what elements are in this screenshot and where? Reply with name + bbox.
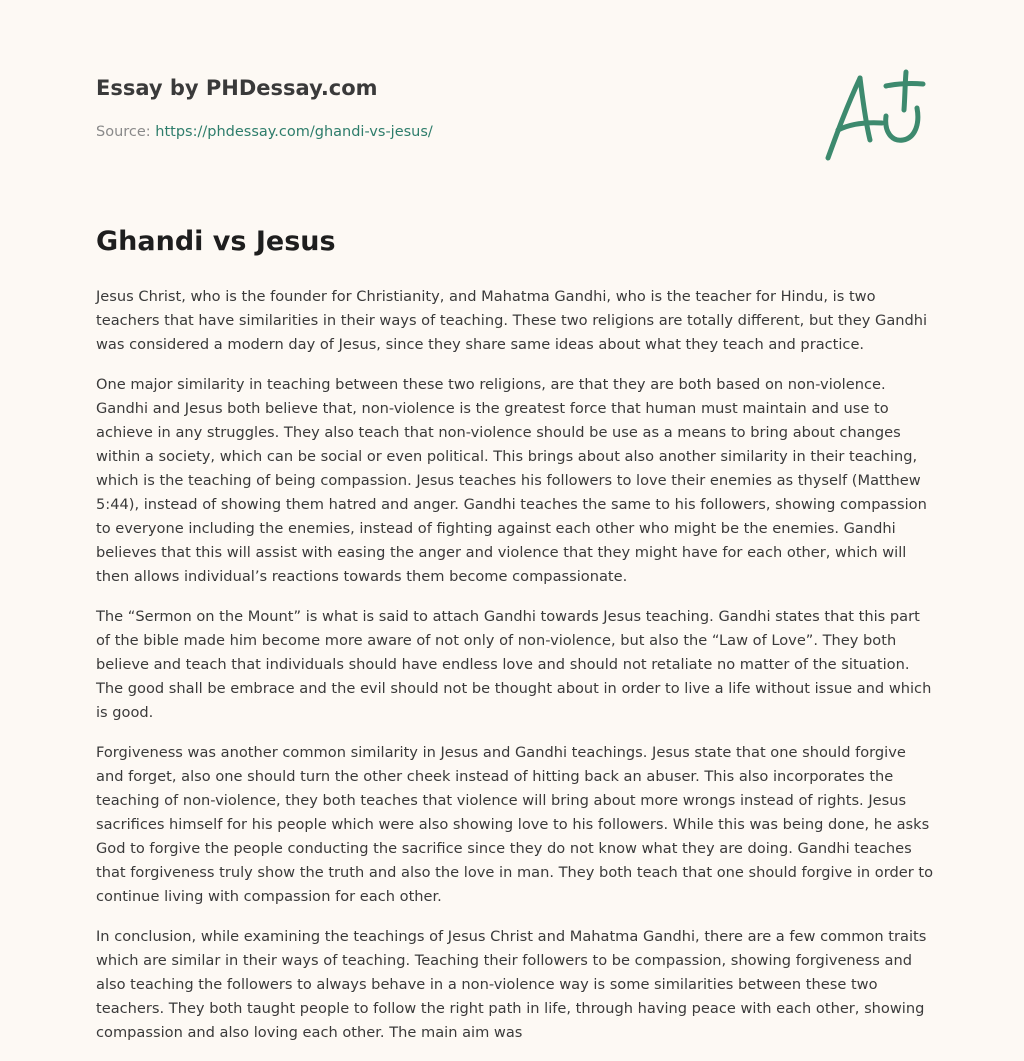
a-plus-logo-icon [820,66,930,166]
essay-paragraph: Forgiveness was another common similarity in Jesus and Gandhi teachings. Jesus state that one should forgive and forget, also one should turn the other cheek instead of hitting back an abuser. This also incorporates the teaching of non-violence, they both teaches that violence will bring about more wrongs instead of rights. Jesus sacrifices himself for his people which were also showing love to his followers. While this was being done, he asks God to forgive the people conducting the sacrifice since they do not know what they are doing. Gandhi teaches that forgiveness truly show the truth and also the love in man. They both teach that one should forgive in order to continue living with compassion for each other. [96,744,934,905]
site-brand: Essay by PHDessay.com [96,76,378,100]
source-line [96,124,433,140]
source-link[interactable]: https://phdessay.com/ghandi-vs-jesus/ [155,124,433,140]
essay-body [96,285,936,1061]
essay-paragraph: Jesus Christ, who is the founder for Christianity, and Mahatma Gandhi, who is the teacher for Hindu, is two teachers that have similarities in their ways of teaching. These two religions are totally different, but they Gandhi was considered a modern day of Jesus, since they share same ideas about what they teach and practice. [96,288,928,353]
source-label: Source: [96,124,151,140]
essay-paragraph: In conclusion, while examining the teachings of Jesus Christ and Mahatma Gandhi, there are a few common traits which are similar in their ways of teaching. Teaching their followers to be compassion, showing forgiveness and also teaching the followers to always behave in a non-violence way is some similarities between these two teachers. They both taught people to follow the right path in life, through having peace with each other, showing compassion and also loving each other. The main aim was [96,928,927,1041]
essay-paragraph: One major similarity in teaching between these two religions, are that they are both based on non-violence. Gandhi and Jesus both believe that, non-violence is the greatest force that human must maintain and use to achieve in any struggles. They also teach that non-violence should be use as a means to bring about changes within a society, which can be social or even political. This brings about also another similarity in their teaching, which is the teaching of being compassion. Jesus teaches his followers to love their enemies as thyself (Matthew 5:44), instead of showing them hatred and anger. Gandhi teaches the same to his followers, showing compassion to everyone including the enemies, instead of fighting against each other who might be the enemies. Gandhi believes that this will assist with easing the anger and violence that they might have for each other, which will then allows individual’s reactions towards them become compassionate. [96,376,927,585]
essay-title: Ghandi vs Jesus [96,226,336,257]
essay-paragraph: The “Sermon on the Mount” is what is said to attach Gandhi towards Jesus teaching. Gandhi states that this part of the bible made him become more aware of not only of non-violence, but also the “Law of Love”. They both believe and teach that individuals should have endless love and should not retaliate no matter of the situation. The good shall be embrace and the evil should not be thought about in order to live a life without issue and which is good. [96,608,932,721]
